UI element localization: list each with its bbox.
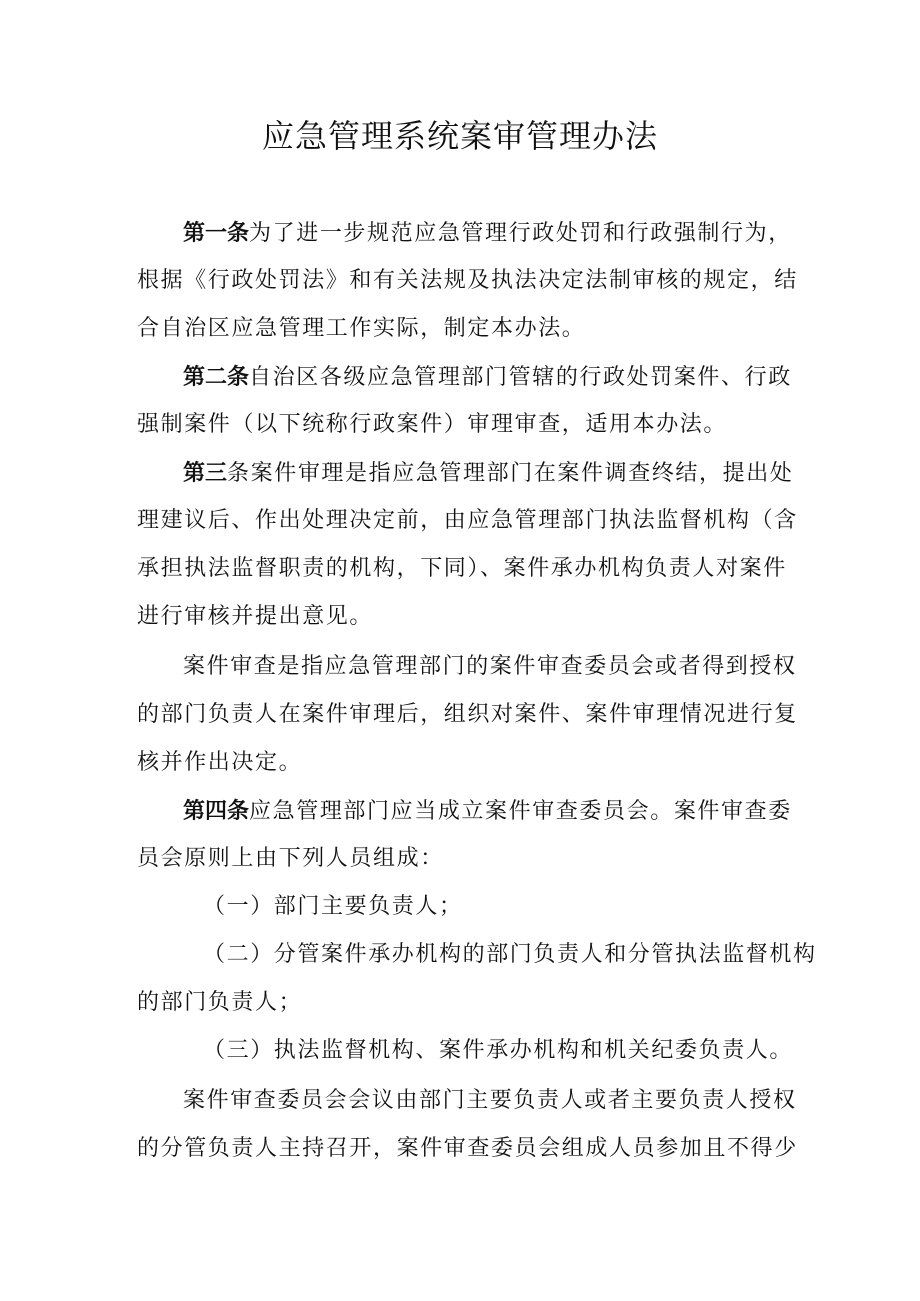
article-4-line-1 (183, 794, 792, 829)
article-3-line-4: 进行审核并提出意见。 (137, 604, 374, 629)
article-4-paragraph-line-2: 的分管负责人主持召开，案件审查委员会组成人员参加且不得少 (137, 1136, 798, 1161)
article-4-item-2-line-1: （二）分管案件承办机构的部门负责人和分管执法监督机构 (203, 942, 817, 967)
article-1-line-3: 合自治区应急管理工作实际，制定本办法。 (137, 316, 586, 341)
article-3-line-3: 承担执法监督职责的机构，下同）、案件承办机构负责人对案件 (137, 556, 787, 581)
document-title: 应急管理系统案审管理办法 (261, 117, 658, 155)
article-4-label: 第四条 (183, 798, 250, 824)
article-2-text-1: 自治区各级应急管理部门管辖的行政处罚案件、行政 (249, 365, 792, 390)
article-4-text-1: 应急管理部门应当成立案件审查委员会。案件审查委 (249, 799, 792, 824)
article-2-line-2: 强制案件（以下统称行政案件）审理审查，适用本办法。 (137, 412, 728, 437)
article-2-line-1 (183, 360, 792, 395)
article-1-text-1: 为了进一步规范应急管理行政处罚和行政强制行为， (249, 221, 792, 246)
article-4-item-2-line-2: 的部门负责人； (137, 990, 303, 1015)
article-3-line-2: 理建议后、作出处理决定前，由应急管理部门执法监督机构（含 (137, 508, 798, 533)
article-3-label: 第三 (183, 460, 228, 486)
article-3-paragraph-2-line-1: 案件审查是指应急管理部门的案件审查委员会或者得到授权 (183, 654, 797, 679)
article-3-text-1: 条案件审理是指应急管理部门在案件调查终结，提出处 (227, 461, 794, 486)
article-4-item-1: （一）部门主要负责人； (203, 894, 463, 919)
article-3-paragraph-2-line-2: 的部门负责人在案件审理后，组织对案件、案件审理情况进行复 (137, 702, 798, 727)
article-1-line-2: 根据《行政处罚法》和有关法规及执法决定法制审核的规定，结 (137, 268, 798, 293)
article-3-paragraph-2-line-3: 核并作出决定。 (137, 750, 303, 775)
article-4-line-2: 员会原则上由下列人员组成： (137, 846, 444, 871)
article-1-label: 第一条 (183, 220, 250, 246)
article-3-line-1 (183, 456, 792, 491)
article-4-item-3: （三）执法监督机构、案件承办机构和机关纪委负责人。 (203, 1038, 794, 1063)
article-4-paragraph-line-1: 案件审查委员会会议由部门主要负责人或者主要负责人授权 (183, 1088, 797, 1113)
article-1-line-1 (183, 216, 792, 251)
article-2-label: 第二条 (183, 364, 250, 390)
